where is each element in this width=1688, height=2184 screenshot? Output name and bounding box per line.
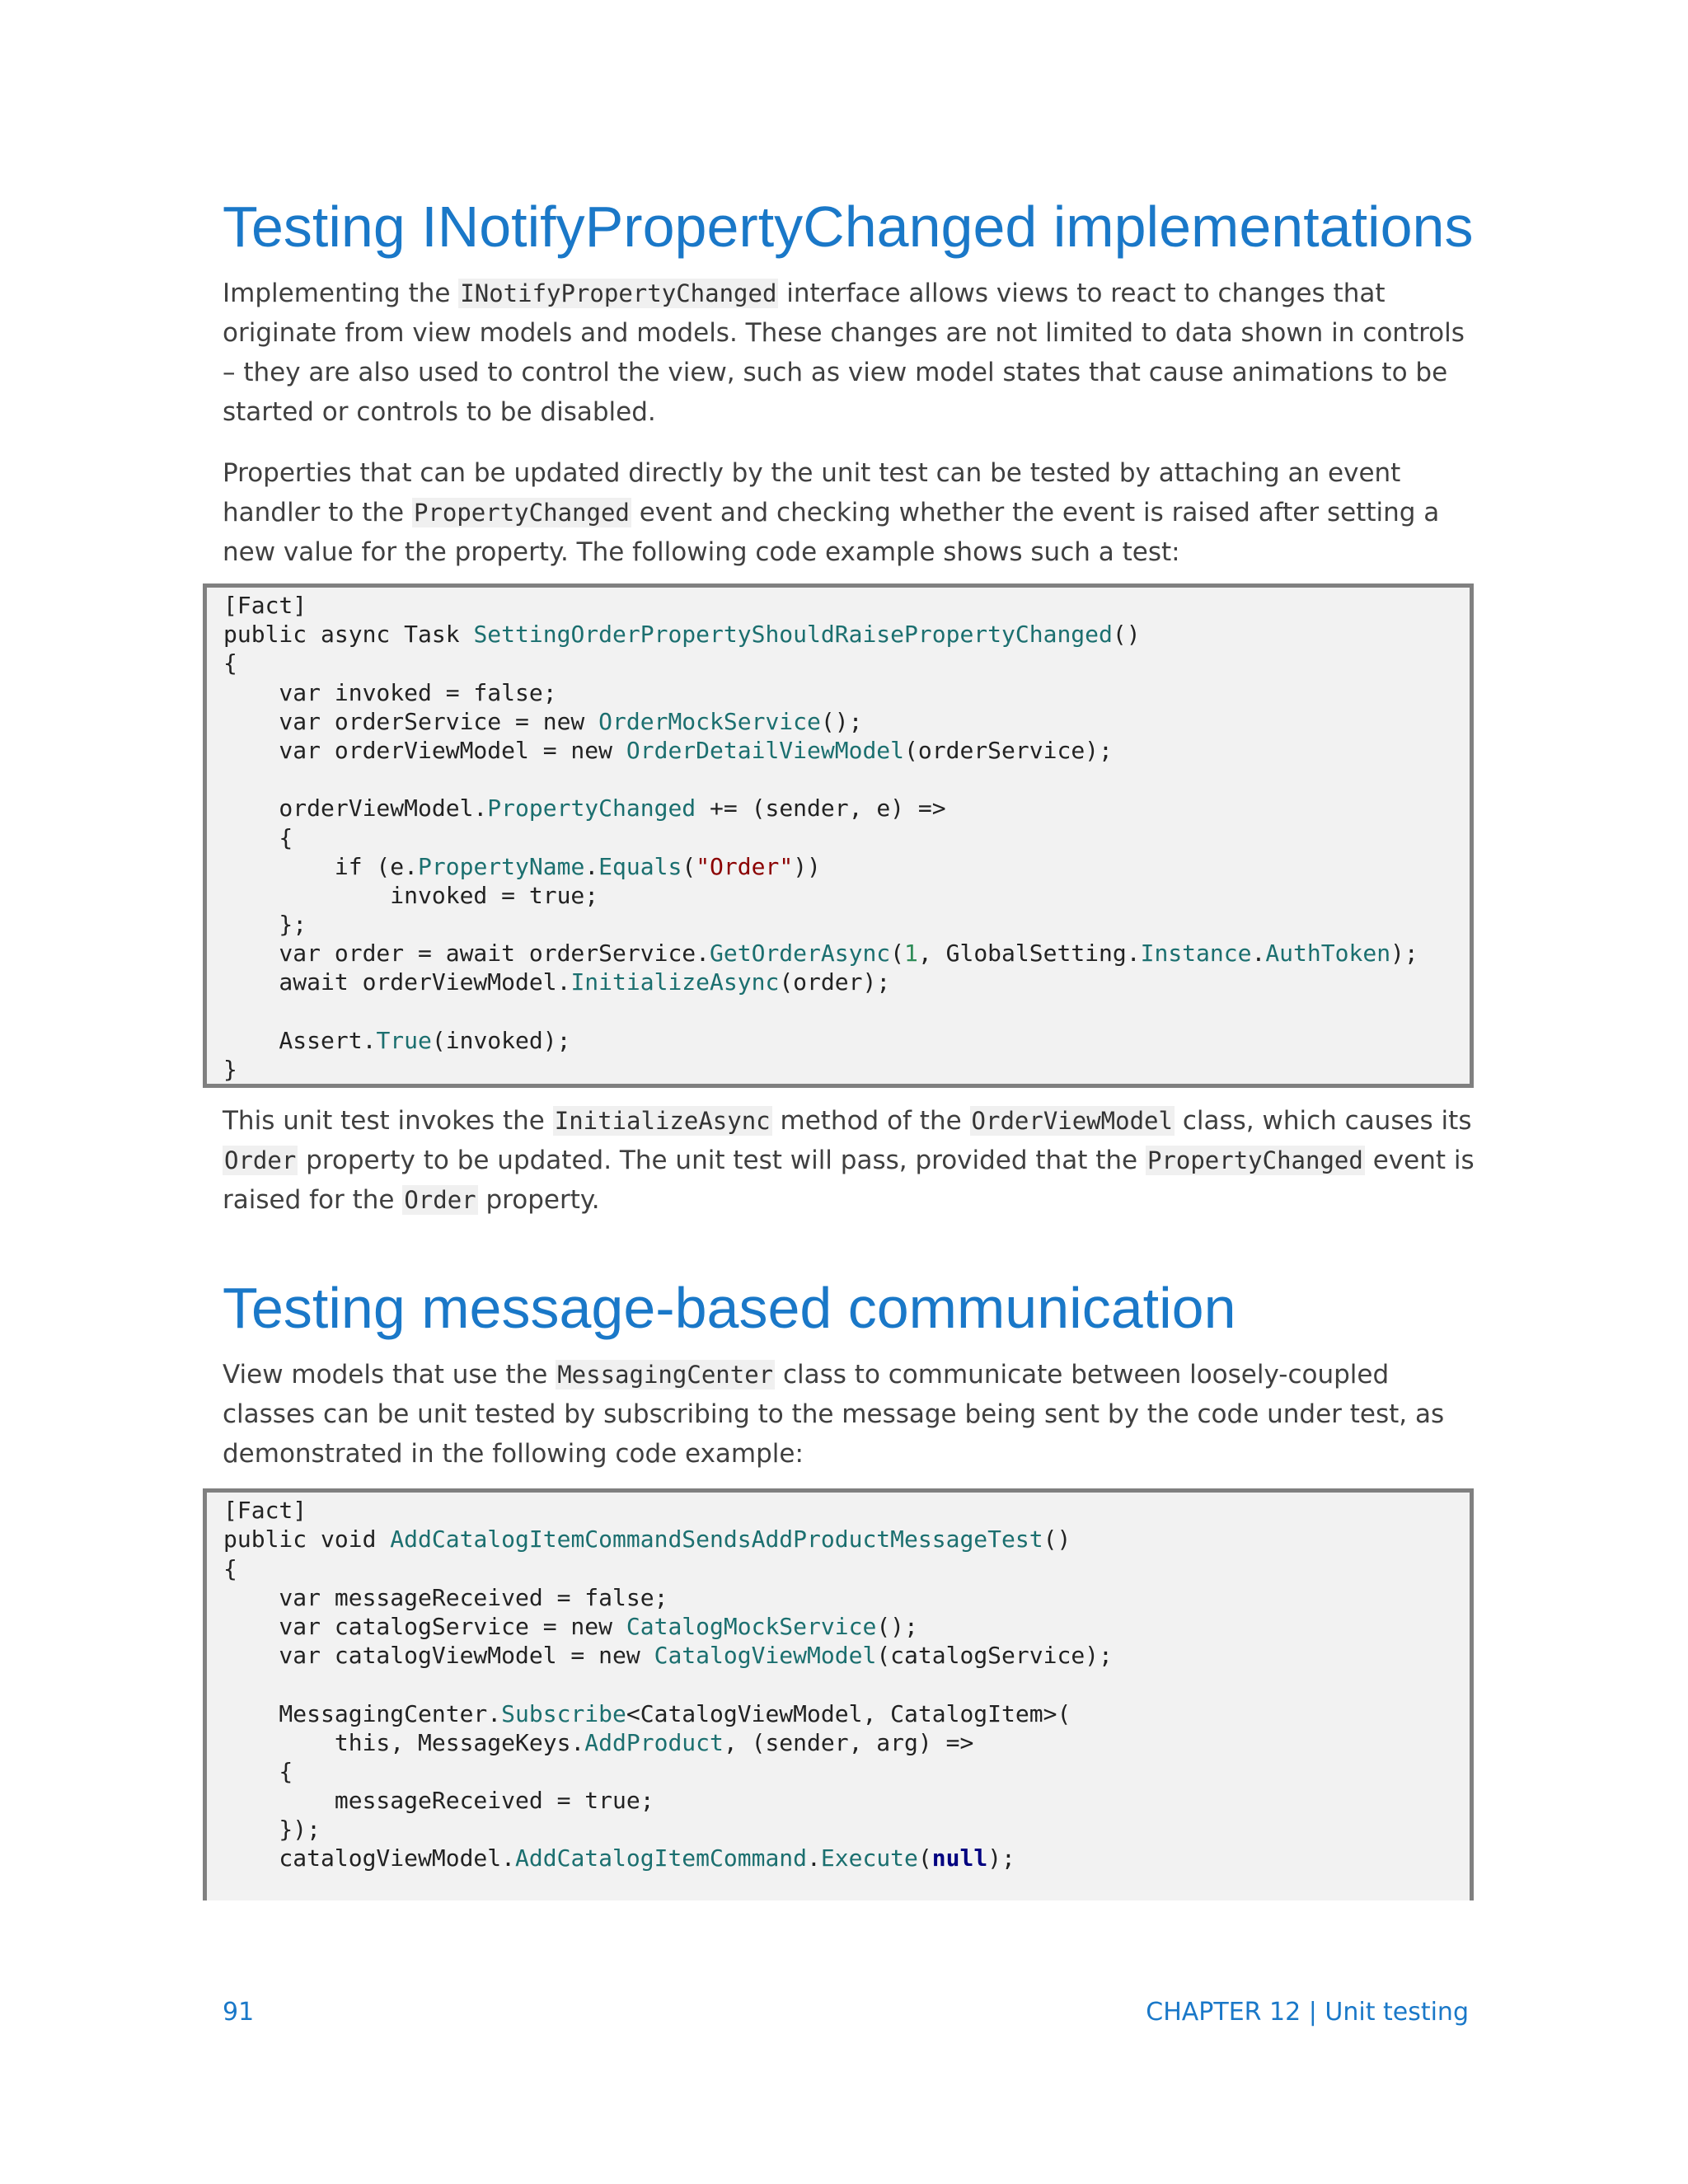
code-token: var orderViewModel = new xyxy=(223,736,626,764)
code-token: [Fact] xyxy=(223,1497,307,1525)
code-line xyxy=(223,939,1453,968)
code-token: CatalogMockService xyxy=(626,1612,877,1640)
code-line xyxy=(223,1699,1453,1728)
section-heading-messaging: Testing message-based communication xyxy=(223,1276,1236,1341)
text-run: property. xyxy=(477,1185,600,1216)
code-line xyxy=(223,1525,1453,1554)
code-token: invoked = true; xyxy=(223,881,599,909)
code-token: GetOrderAsync xyxy=(710,940,891,968)
code-token: AddCatalogItemCommandSendsAddProductMessageTest xyxy=(390,1526,1043,1554)
code-token: null xyxy=(931,1844,988,1872)
code-token: PropertyChanged xyxy=(487,794,696,823)
code-token: ( xyxy=(917,1844,932,1872)
code-line xyxy=(223,1496,1453,1525)
section-heading-inotify: Testing INotifyPropertyChanged implementations xyxy=(223,194,1474,259)
text-run: View models that use the xyxy=(223,1360,556,1390)
inline-code: PropertyChanged xyxy=(413,499,630,527)
code-token: var catalogService = new xyxy=(223,1612,626,1640)
inline-code: OrderViewModel xyxy=(971,1107,1173,1136)
code-token: (); xyxy=(820,707,863,735)
code-token: Execute xyxy=(820,1844,918,1872)
code-token: [Fact] xyxy=(223,592,307,619)
code-token: Instance xyxy=(1140,940,1252,968)
code-line xyxy=(223,1554,1453,1583)
code-line xyxy=(223,823,1453,852)
chapter-label: CHAPTER 12 | Unit testing xyxy=(1146,1998,1469,2027)
inline-code: INotifyPropertyChanged xyxy=(460,279,777,307)
code-token: Subscribe xyxy=(501,1699,626,1727)
code-token: 1 xyxy=(904,940,918,968)
code-block-property-changed-test xyxy=(203,583,1474,1088)
code-line xyxy=(223,620,1453,649)
code-token: var invoked = false; xyxy=(223,678,557,706)
code-token: AddProduct xyxy=(584,1728,724,1756)
code-token: , GlobalSetting. xyxy=(917,940,1141,968)
code-token: SettingOrderPropertyShouldRaisePropertyChanged xyxy=(473,621,1113,649)
code-token: CatalogViewModel xyxy=(654,1642,877,1670)
code-line xyxy=(223,852,1453,881)
text-run: interface allows views to react to changes that originate from view models and models. These changes are not limited to data shown in controls – they are also used to control the view, such as view model states that cause animations to be started or controls to be disabled. xyxy=(223,279,1465,427)
code-line xyxy=(223,707,1453,736)
code-line xyxy=(223,968,1453,996)
code-token: ( xyxy=(682,852,696,880)
code-token: <CatalogViewModel, CatalogItem>( xyxy=(626,1699,1071,1727)
code-token: (orderService); xyxy=(904,736,1113,764)
document-page xyxy=(223,194,1475,1900)
code-line xyxy=(223,1757,1453,1786)
code-line xyxy=(223,1583,1453,1612)
paragraph-property-test xyxy=(223,453,1475,572)
text-run: This unit test invokes the xyxy=(223,1106,553,1137)
code-line xyxy=(223,1026,1453,1055)
code-line xyxy=(223,794,1453,823)
code-line xyxy=(223,1728,1453,1757)
code-token: var messageReceived = false; xyxy=(223,1583,668,1611)
paragraph-messaging-intro xyxy=(223,1355,1475,1474)
code-token: MessagingCenter. xyxy=(223,1699,502,1727)
code-token: orderViewModel. xyxy=(223,794,488,823)
code-line xyxy=(223,678,1453,707)
code-token: True xyxy=(376,1026,432,1054)
paragraph-test-explanation xyxy=(223,1101,1475,1220)
text-run: Implementing the xyxy=(223,279,459,308)
code-token: . xyxy=(807,1844,821,1872)
page-number: 91 xyxy=(223,1998,255,2027)
code-line xyxy=(223,881,1453,910)
code-line xyxy=(223,765,1453,794)
code-token: var orderService = new xyxy=(223,707,599,735)
code-token: { xyxy=(223,1554,237,1582)
code-token: () xyxy=(1112,621,1141,649)
code-line xyxy=(223,736,1453,765)
code-token: OrderDetailViewModel xyxy=(626,736,905,764)
code-token: catalogViewModel. xyxy=(223,1844,516,1872)
code-token: (); xyxy=(876,1612,918,1640)
code-token: var catalogViewModel = new xyxy=(223,1642,654,1670)
paragraph-inotify-intro xyxy=(223,274,1475,432)
text-run: property to be updated. The unit test will pass, provided that the xyxy=(298,1146,1146,1176)
text-run: event and checking whether the event is raised after setting a new value for the property. The following code example shows such a test: xyxy=(223,498,1440,567)
inline-code: Order xyxy=(404,1186,476,1215)
code-token: . xyxy=(584,852,599,880)
code-token: += (sender, e) => xyxy=(696,794,946,823)
code-token: (catalogService); xyxy=(876,1642,1113,1670)
code-line xyxy=(223,1844,1453,1872)
code-token: }); xyxy=(223,1816,321,1844)
code-line xyxy=(223,1815,1453,1844)
code-token: ); xyxy=(987,1844,1015,1872)
code-token: messageReceived = true; xyxy=(223,1787,654,1815)
code-line xyxy=(223,649,1453,677)
code-token: await orderViewModel. xyxy=(223,968,571,996)
code-line xyxy=(223,1641,1453,1670)
code-token: ( xyxy=(890,940,905,968)
code-token: { xyxy=(223,649,237,677)
code-line xyxy=(223,910,1453,939)
text-run: event is raised for the xyxy=(223,1146,1475,1216)
code-token: )) xyxy=(793,852,821,880)
code-block-messaging-test xyxy=(203,1488,1474,1900)
code-token: "Order" xyxy=(696,852,794,880)
inline-code: InitializeAsync xyxy=(554,1107,771,1136)
code-line xyxy=(223,1670,1453,1699)
code-token: AuthToken xyxy=(1265,940,1391,968)
code-token: (invoked); xyxy=(431,1026,571,1054)
code-token: this, MessageKeys. xyxy=(223,1728,585,1756)
code-token: }; xyxy=(223,911,307,939)
code-token: public void xyxy=(223,1526,391,1554)
code-token: { xyxy=(223,1757,293,1785)
code-token: ); xyxy=(1390,940,1418,968)
code-token: () xyxy=(1043,1526,1071,1554)
code-token: if (e. xyxy=(223,852,419,880)
code-token: Equals xyxy=(598,852,682,880)
code-token: PropertyName xyxy=(418,852,585,880)
code-token: , (sender, arg) => xyxy=(723,1728,974,1756)
inline-code: MessagingCenter xyxy=(557,1361,774,1390)
code-token: Assert. xyxy=(223,1026,377,1054)
code-line xyxy=(223,997,1453,1026)
inline-code: PropertyChanged xyxy=(1146,1146,1363,1175)
code-token: InitializeAsync xyxy=(570,968,780,996)
code-token: (order); xyxy=(779,968,891,996)
text-run: method of the xyxy=(771,1106,970,1137)
code-line xyxy=(223,1612,1453,1641)
code-line xyxy=(223,1786,1453,1815)
text-run: class, which causes its xyxy=(1174,1106,1472,1137)
code-line xyxy=(223,591,1453,620)
code-token: { xyxy=(223,823,293,851)
code-token: OrderMockService xyxy=(598,707,821,735)
code-token: public async Task xyxy=(223,621,474,649)
text-run: class to communicate between loosely-coupled classes can be unit tested by subscribing to the message being sent by the code under test, as demonstrated in the following code example: xyxy=(223,1360,1445,1469)
code-token: . xyxy=(1251,940,1266,968)
code-token: AddCatalogItemCommand xyxy=(515,1844,808,1872)
inline-code: Order xyxy=(224,1146,297,1175)
code-line xyxy=(223,1055,1453,1084)
code-token: var order = await orderService. xyxy=(223,940,710,968)
code-token: } xyxy=(223,1056,237,1083)
text-run: Properties that can be updated directly by the unit test can be tested by attaching an event handler to the xyxy=(223,458,1401,527)
